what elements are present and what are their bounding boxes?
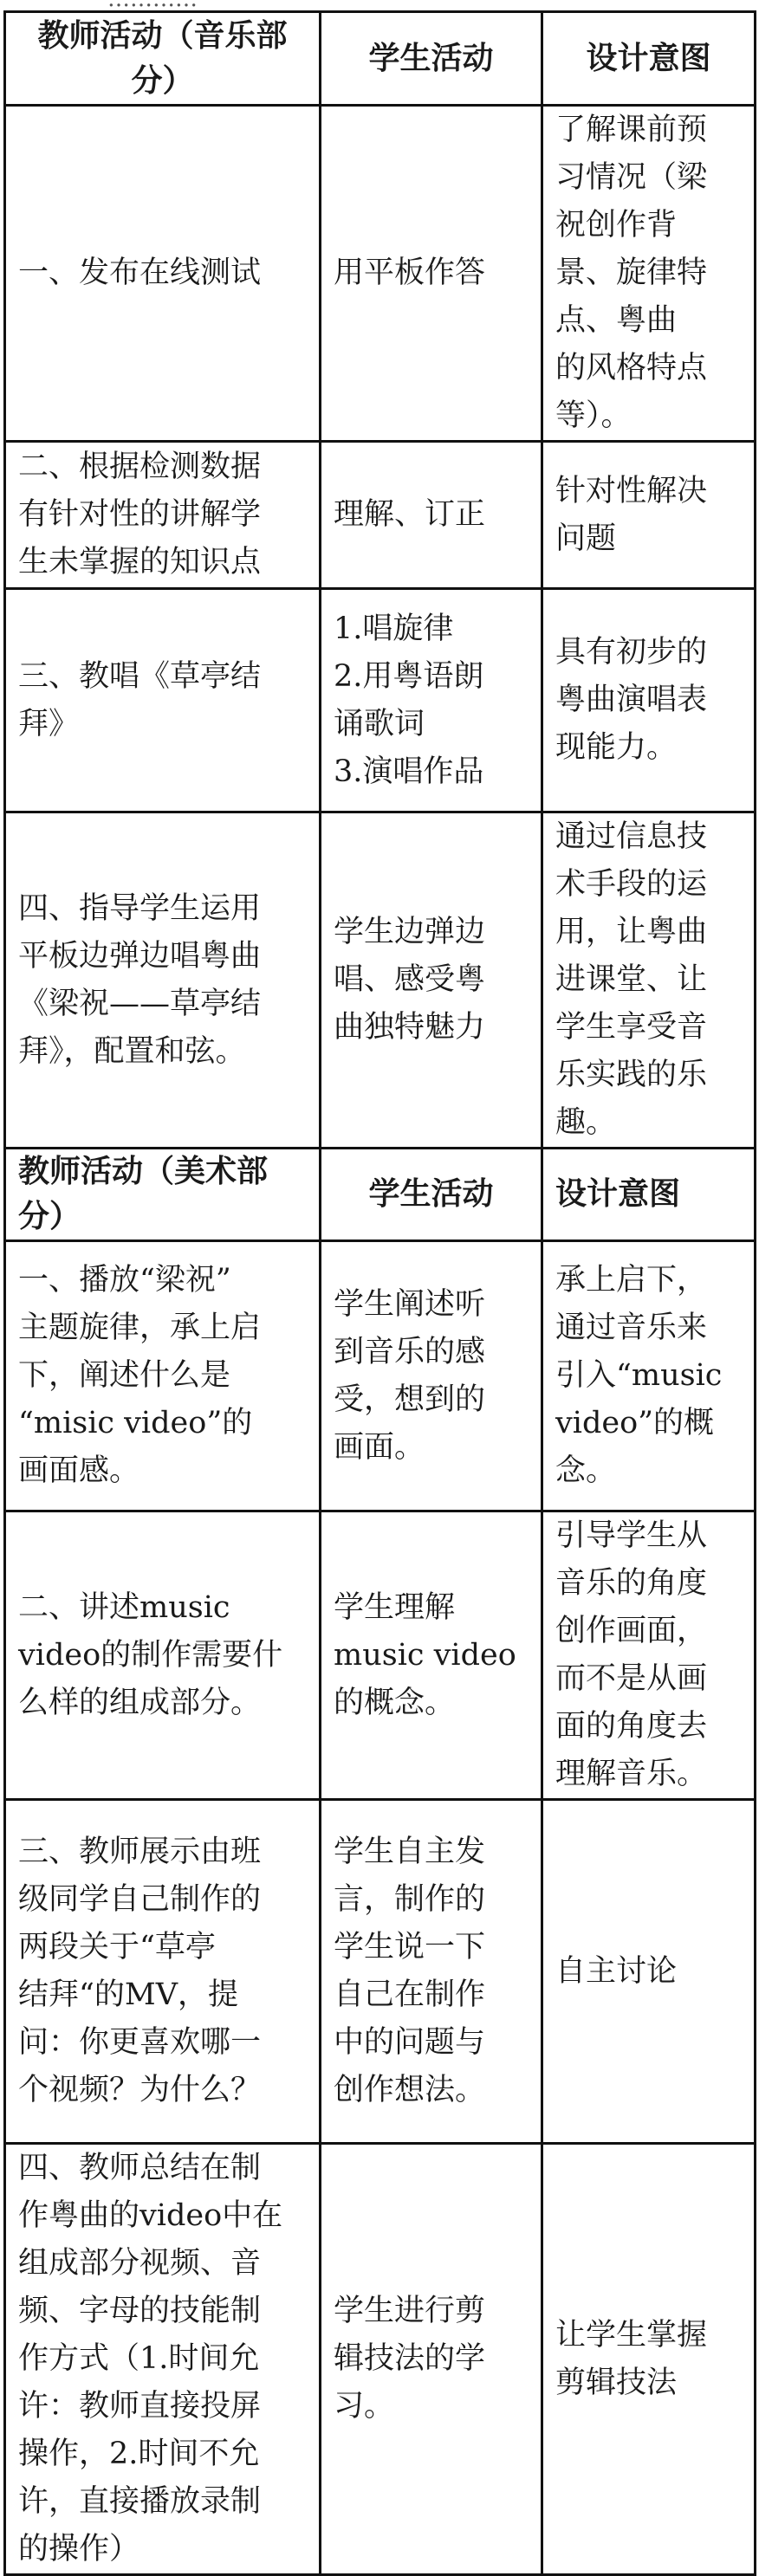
- student-cell: 理解、订正: [321, 442, 542, 589]
- student-cell: 学生进行剪 辑技法的学 习。: [321, 2144, 542, 2575]
- intent-cell: 让学生掌握 剪辑技法: [542, 2144, 756, 2575]
- student-cell: 学生理解 music video 的概念。: [321, 1511, 542, 1800]
- student-cell: 用平板作答: [321, 106, 542, 442]
- student-cell: 1.唱旋律 2.用粤语朗 诵歌词 3.演唱作品: [321, 589, 542, 812]
- teacher-cell: 三、教师展示由班 级同学自己制作的 两段关于“草亭 结拜“的MV，提 问：你更喜欢哪一 个视频？为什么？: [5, 1800, 321, 2144]
- header-student-activity: 学生活动: [321, 1149, 542, 1241]
- intent-cell: 通过信息技 术手段的运 用，让粤曲 进课堂、让 学生享受音 乐实践的乐 趣。: [542, 812, 756, 1149]
- student-cell: 学生阐述听 到音乐的感 受，想到的 画面。: [321, 1241, 542, 1511]
- table-row: [5, 589, 756, 812]
- teacher-cell: 四、教师总结在制 作粤曲的video中在 组成部分视频、音 频、字母的技能制 作方式（1.时间允 许：教师直接投屏 操作，2.时间不允 许，直接播放录制 的操作）: [5, 2144, 321, 2575]
- teacher-cell: 二、根据检测数据 有针对性的讲解学 生未掌握的知识点: [5, 442, 321, 589]
- table-row: [5, 812, 756, 1149]
- table-row: [5, 106, 756, 442]
- table-row: [5, 442, 756, 589]
- intent-cell: 承上启下， 通过音乐来 引入“music video”的概 念。: [542, 1241, 756, 1511]
- lesson-plan-table: [3, 10, 756, 2576]
- student-cell: 学生自主发 言，制作的 学生说一下 自己在制作 中的问题与 创作想法。: [321, 1800, 542, 2144]
- table-row: [5, 1511, 756, 1800]
- header-teacher-activity: 教师活动（音乐部 分）: [5, 12, 321, 106]
- table-row: [5, 1800, 756, 2144]
- table-row: [5, 1241, 756, 1511]
- teacher-cell: 一、播放“梁祝” 主题旋律，承上启 下，阐述什么是 “misic video”的 画面感。: [5, 1241, 321, 1511]
- teacher-cell: 三、教唱《草亭结 拜》: [5, 589, 321, 812]
- intent-cell: 自主讨论: [542, 1800, 756, 2144]
- header-row-art: [5, 1149, 756, 1241]
- header-design-intent: 设计意图: [542, 1149, 756, 1241]
- intent-cell: 具有初步的 粤曲演唱表 现能力。: [542, 589, 756, 812]
- intent-cell: 针对性解决 问题: [542, 442, 756, 589]
- student-cell: 学生边弹边 唱、感受粤 曲独特魅力: [321, 812, 542, 1149]
- intent-cell: 了解课前预 习情况（梁 祝创作背 景、旋律特 点、粤曲 的风格特点 等）。: [542, 106, 756, 442]
- intent-cell: 引导学生从 音乐的角度 创作画面， 而不是从画 面的角度去 理解音乐。: [542, 1511, 756, 1800]
- header-student-activity: 学生活动: [321, 12, 542, 106]
- teacher-cell: 四、指导学生运用 平板边弹边唱粤曲 《梁祝——草亭结 拜》，配置和弦。: [5, 812, 321, 1149]
- header-design-intent: 设计意图: [542, 12, 756, 106]
- table-row: [5, 2144, 756, 2575]
- header-row-music: [5, 12, 756, 106]
- teacher-cell: 一、发布在线测试: [5, 106, 321, 442]
- teacher-cell: 二、讲述music video的制作需要什 么样的组成部分。: [5, 1511, 321, 1800]
- header-teacher-activity: 教师活动（美术部 分）: [5, 1149, 321, 1241]
